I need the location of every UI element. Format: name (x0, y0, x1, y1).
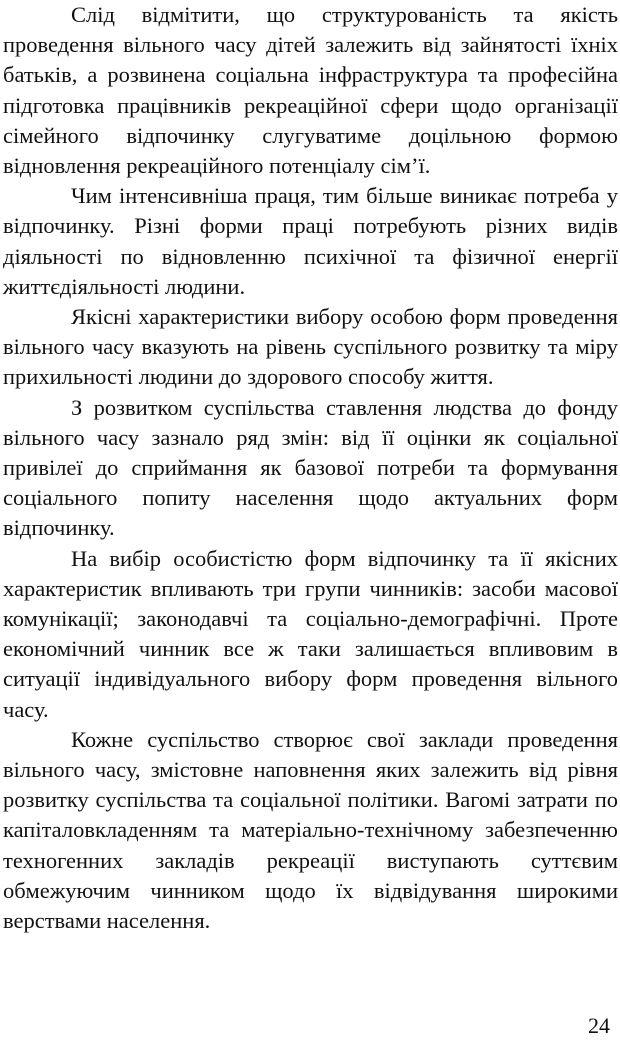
page-number: 24 (588, 1013, 610, 1038)
body-text (3, 0, 618, 936)
paragraph-choice-factors: На вибір особистістю форм відпочинку та її якісних характеристик впливають три групи чинників: засоби масової комунікації; законодавчі та соціально-демографічні. Проте економічний чинник все ж таки залишається впливовим в ситуації індивідуального вибору форм проведення вільного часу. (3, 545, 618, 722)
paragraph-society-development: З розвитком суспільства ставлення людства до фонду вільного часу зазнало ряд змін: від її оцінки як соціальної привілеї до сприймання як базової потреби та формування соціального попиту населення щодо актуальних форм відпочинку. (3, 394, 618, 541)
paragraph-work-intensity: Чим інтенсивніша праця, тим більше виникає потреба у відпочинку. Різні форми праці потребують різних видів діяльності по відновленню психічної та фізичної енергії життєдіяльності людини. (3, 183, 618, 299)
paragraph-quality-characteristics: Якісні характеристики вибору особою форм проведення вільного часу вказують на рівень суспільного розвитку та міру прихильності людини до здорового способу життя. (3, 304, 618, 390)
paragraph-family-leisure: Слід відмітити, що структурованість та якість проведення вільного часу дітей залежить від зайнятості їхніх батьків, а розвинена соціальна інфраструктура та професійна підготовка працівників рекреаційної сфери щодо організації сімейного відпочинку слугуватиме доцільною формою відновлення рекреаційного потенціалу сім’ї. (3, 2, 618, 179)
paragraph-leisure-institutions: Кожне суспільство створює свої заклади проведення вільного часу, змістовне наповнення яких залежить від рівня розвитку суспільства та соціальної політики. Вагомі затрати по капіталовкладенням та матеріально-технічному забезпеченню техногенних закладів рекреації виступають суттєвим обмежуючим чинником щодо їх відвідування широкими верствами населення. (3, 726, 618, 934)
